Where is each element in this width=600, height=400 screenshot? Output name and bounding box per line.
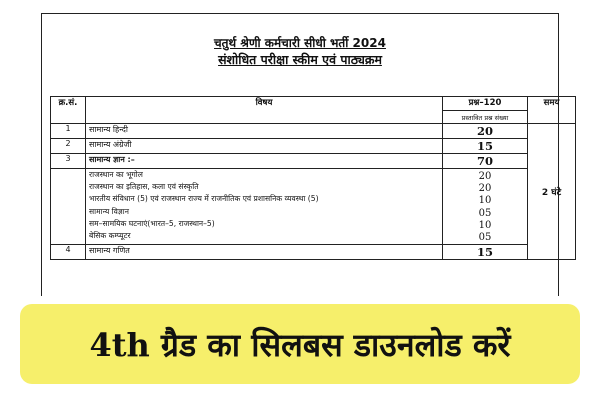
time-value: 2 घंटे xyxy=(528,124,576,260)
header-serial: क्र.सं. xyxy=(51,97,86,124)
row-subject: सामान्य अंग्रेजी xyxy=(86,139,443,154)
document-title: चतुर्थ श्रेणी कर्मचारी सीधी भर्ती 2024 xyxy=(214,36,386,50)
exam-scheme-table xyxy=(50,96,576,260)
row-questions: 15 xyxy=(443,139,528,154)
row-questions: 70 xyxy=(443,154,528,169)
table-row xyxy=(51,169,576,245)
table-row xyxy=(51,124,576,139)
gk-subtopic-values: 20 20 10 05 10 05 xyxy=(443,169,528,245)
download-syllabus-banner[interactable] xyxy=(20,304,580,384)
list-item: राजस्थान का भूगोल xyxy=(89,170,143,179)
row-serial: 2 xyxy=(51,139,86,154)
syllabus-document xyxy=(41,13,562,296)
list-item: भारतीय संविधान (5) एवं राजस्थान राज्य में राजनीतिक एवं प्रशासनिक व्यवस्था (5) xyxy=(89,194,319,204)
list-item: सामान्य विज्ञान xyxy=(89,206,129,216)
list-item: राजस्थान का इतिहास, कला एवं संस्कृति xyxy=(89,182,199,192)
row-questions: 15 xyxy=(443,245,528,260)
table-row xyxy=(51,139,576,154)
table-row xyxy=(51,154,576,169)
row-serial: 4 xyxy=(51,245,86,260)
header-questions: प्रश्न–120 xyxy=(443,97,528,111)
header-subject: विषय xyxy=(86,97,443,124)
row-subject: सामान्य गणित xyxy=(86,245,443,260)
banner-text: 4th ग्रैड का सिलबस डाउनलोड करें xyxy=(89,325,511,364)
row-serial: 3 xyxy=(51,154,86,169)
header-questions-sub: प्रस्तावित प्रश्न संख्या xyxy=(443,111,528,124)
row-serial: 1 xyxy=(51,124,86,139)
table-row xyxy=(51,245,576,260)
row-subject: सामान्य ज्ञान :– xyxy=(86,154,443,169)
header-time: समय xyxy=(528,97,576,124)
list-item: सम–सामयिक घटनाएं(भारत–5, राजस्थान–5) xyxy=(89,218,215,228)
row-subject: सामान्य हिन्दी xyxy=(86,124,443,139)
list-item: बेसिक कम्प्यूटर xyxy=(89,231,131,241)
row-questions: 20 xyxy=(443,124,528,139)
document-subtitle: संशोधित परीक्षा स्कीम एवं पाठ्यक्रम xyxy=(218,52,382,67)
gk-subtopic-list xyxy=(86,169,443,245)
